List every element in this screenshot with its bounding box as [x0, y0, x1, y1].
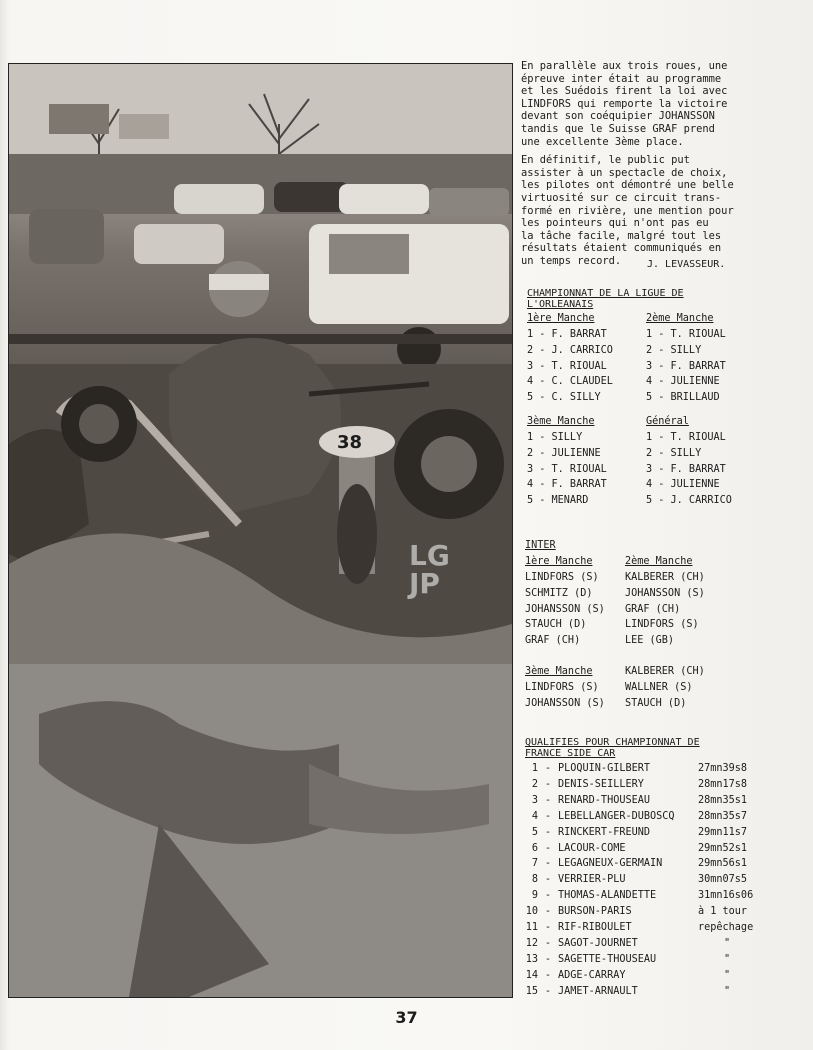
author-signature: J. LEVASSEUR.: [647, 259, 726, 270]
list-item: LINDFORS (S): [525, 572, 599, 583]
time: 27mn39s8: [698, 763, 748, 774]
inter-m1-list: [525, 570, 605, 649]
rank: 5: [531, 826, 538, 838]
time: 29mn52s1: [698, 842, 748, 854]
inter-title: INTER: [525, 540, 556, 551]
list-item: 1 - F. BARRAT: [527, 329, 607, 340]
table-row: 13 - SAGETTE-THOUSEAU ": [518, 952, 758, 968]
table-row: 7 - LEGAGNEUX-GERMAIN 29mn56s1: [518, 856, 758, 872]
crew: JAMET-ARNAULT: [558, 985, 638, 997]
rank: 10: [525, 906, 538, 918]
article-text: [521, 60, 756, 274]
table-row: 3 - RENARD-THOUSEAU 28mn35s1: [518, 793, 758, 809]
crew: PLOQUIN-GILBERT: [558, 763, 651, 774]
time: ": [724, 985, 731, 997]
crew: VERRIER-PLU: [558, 874, 626, 886]
time: ": [724, 953, 731, 965]
crew: RIF-RIBOULET: [558, 922, 632, 934]
list-item: 1 - SILLY: [527, 432, 583, 443]
rank: 11: [525, 922, 538, 934]
rank: 14: [525, 969, 538, 981]
ligue-m2-header: 2ème Manche: [646, 313, 714, 324]
time: à 1 tour: [698, 906, 748, 918]
list-item: WALLNER (S): [625, 681, 693, 693]
time: 28mn35s1: [698, 794, 748, 806]
photo-illustration: [9, 64, 512, 997]
list-item: LEE (GB): [625, 635, 675, 647]
list-item: 3 - F. BARRAT: [646, 463, 726, 475]
list-item: LINDFORS (S): [625, 619, 699, 631]
crew: SAGOT-JOURNET: [558, 937, 638, 949]
rank: 12: [525, 937, 538, 949]
list-item: 3 - F. BARRAT: [646, 360, 726, 372]
table-row: 5 - RINCKERT-FREUND 29mn11s7: [518, 825, 758, 841]
qualifies-table: [518, 761, 758, 1000]
list-item: LINDFORS (S): [525, 682, 599, 693]
crew: LEGAGNEUX-GERMAIN: [558, 858, 663, 870]
list-item: 2 - JULIENNE: [527, 447, 601, 459]
page-number: 37: [395, 1008, 418, 1027]
rank: 4: [531, 810, 538, 822]
inter-m3-header: 3ème Manche: [525, 666, 593, 677]
ligue-general-list: [646, 430, 732, 509]
table-row: 9 - THOMAS-ALANDETTE 31mn16s06: [518, 888, 758, 904]
crew: RENARD-THOUSEAU: [558, 794, 651, 806]
table-row: 15 - JAMET-ARNAULT ": [518, 984, 758, 1000]
list-item: 5 - MENARD: [527, 495, 589, 507]
list-item: 5 - C. SILLY: [527, 392, 601, 404]
list-item: GRAF (CH): [525, 635, 581, 647]
ligue-m1-header: 1ère Manche: [527, 313, 595, 324]
list-item: 4 - C. CLAUDEL: [527, 376, 613, 388]
crew: ADGE-CARRAY: [558, 969, 626, 981]
article-paragraph-1: En parallèle aux trois roues, une épreuve inter était au programme et les Suédois firent la loi avec LINDFORS qui remporte la victoire devant son coéquipier JOHANSSON tandis que le Suisse GRAF prend une excellente 3ème place.: [521, 60, 728, 148]
list-item: JOHANSSON (S): [625, 587, 705, 599]
ligue-m3-list: [527, 430, 607, 509]
time: 28mn17s8: [698, 778, 748, 790]
rank: 13: [525, 953, 538, 965]
list-item: 1 - T. RIOUAL: [646, 329, 726, 340]
time: 29mn56s1: [698, 858, 748, 870]
list-item: GRAF (CH): [625, 603, 681, 615]
crew: SAGETTE-THOUSEAU: [558, 953, 657, 965]
inter-m3-right-list: [625, 664, 705, 711]
time: ": [724, 937, 731, 949]
table-row: 4 - LEBELLANGER-DUBOSCQ 28mn35s7: [518, 809, 758, 825]
list-item: KALBERER (CH): [625, 666, 705, 677]
table-row: 1 - PLOQUIN-GILBERT 27mn39s8: [518, 761, 758, 777]
list-item: 3 - T. RIOUAL: [527, 463, 607, 475]
table-row: 14 - ADGE-CARRAY ": [518, 968, 758, 984]
inter-m2-header: 2ème Manche: [625, 556, 693, 567]
crew: RINCKERT-FREUND: [558, 826, 651, 838]
rank: 2: [531, 778, 538, 790]
table-row: 10 - BURSON-PARIS à 1 tour: [518, 904, 758, 920]
crew: LACOUR-COME: [558, 842, 626, 854]
ligue-title: CHAMPIONNAT DE LA LIGUE DE L'ORLEANAIS: [527, 288, 684, 310]
ligue-m1-list: [527, 327, 613, 406]
inter-m3-list: [525, 680, 605, 712]
watermark-text: LG JP: [409, 539, 450, 600]
rank: 8: [531, 874, 538, 886]
table-row: 8 - VERRIER-PLU 30mn07s5: [518, 872, 758, 888]
list-item: 5 - J. CARRICO: [646, 495, 732, 507]
qualifies-title: QUALIFIES POUR CHAMPIONNAT DE FRANCE SIDE CAR: [525, 737, 700, 759]
rank: 6: [531, 842, 538, 854]
list-item: SCHMITZ (D): [525, 587, 593, 599]
watermark-logo: [409, 539, 479, 622]
list-item: STAUCH (D): [525, 619, 587, 631]
crew: THOMAS-ALANDETTE: [558, 890, 657, 902]
list-item: STAUCH (D): [625, 697, 687, 709]
list-item: JOHANSSON (S): [525, 603, 605, 615]
list-item: 1 - T. RIOUAL: [646, 432, 726, 443]
article-paragraph-2: En définitif, le public put assister à un spectacle de choix, les pilotes ont démontré une belle virtuosité sur ce circuit trans- formé en rivière, une mention pour les pointeurs qui n'ont pas eu la tâche facile, malgré tout les résultats étaient communiqués en un temps record.: [521, 154, 734, 267]
list-item: 3 - T. RIOUAL: [527, 360, 607, 372]
time: 29mn11s7: [698, 826, 748, 838]
inter-m1-header: 1ère Manche: [525, 556, 593, 567]
table-row: 6 - LACOUR-COME 29mn52s1: [518, 841, 758, 857]
list-item: 2 - J. CARRICO: [527, 344, 613, 356]
time: 30mn07s5: [698, 874, 748, 886]
inter-m2-list: [625, 570, 705, 649]
list-item: 5 - BRILLAUD: [646, 392, 720, 404]
rank: 15: [525, 985, 538, 997]
ligue-m2-list: [646, 327, 726, 406]
rank: 9: [531, 890, 538, 902]
table-row: 12 - SAGOT-JOURNET ": [518, 936, 758, 952]
crew: BURSON-PARIS: [558, 906, 632, 918]
rank: 7: [531, 858, 538, 870]
list-item: KALBERER (CH): [625, 572, 705, 583]
time: repêchage: [698, 922, 754, 934]
ligue-m3-header: 3ème Manche: [527, 416, 595, 427]
time: 31mn16s06: [698, 890, 754, 902]
rank: 1: [531, 763, 538, 774]
sidecar-photo: [8, 63, 513, 998]
list-item: 4 - JULIENNE: [646, 479, 720, 491]
crew: DENIS-SEILLERY: [558, 778, 644, 790]
crew: LEBELLANGER-DUBOSCQ: [558, 810, 675, 822]
list-item: 2 - SILLY: [646, 447, 702, 459]
list-item: 4 - F. BARRAT: [527, 479, 607, 491]
race-number: 38: [337, 432, 363, 453]
table-row: 2 - DENIS-SEILLERY 28mn17s8: [518, 777, 758, 793]
list-item: 4 - JULIENNE: [646, 376, 720, 388]
time: ": [724, 969, 731, 981]
time: 28mn35s7: [698, 810, 748, 822]
list-item: JOHANSSON (S): [525, 697, 605, 709]
ligue-general-header: Général: [646, 416, 689, 427]
rank: 3: [531, 794, 538, 806]
list-item: 2 - SILLY: [646, 344, 702, 356]
table-row: 11 - RIF-RIBOULET repêchage: [518, 920, 758, 936]
